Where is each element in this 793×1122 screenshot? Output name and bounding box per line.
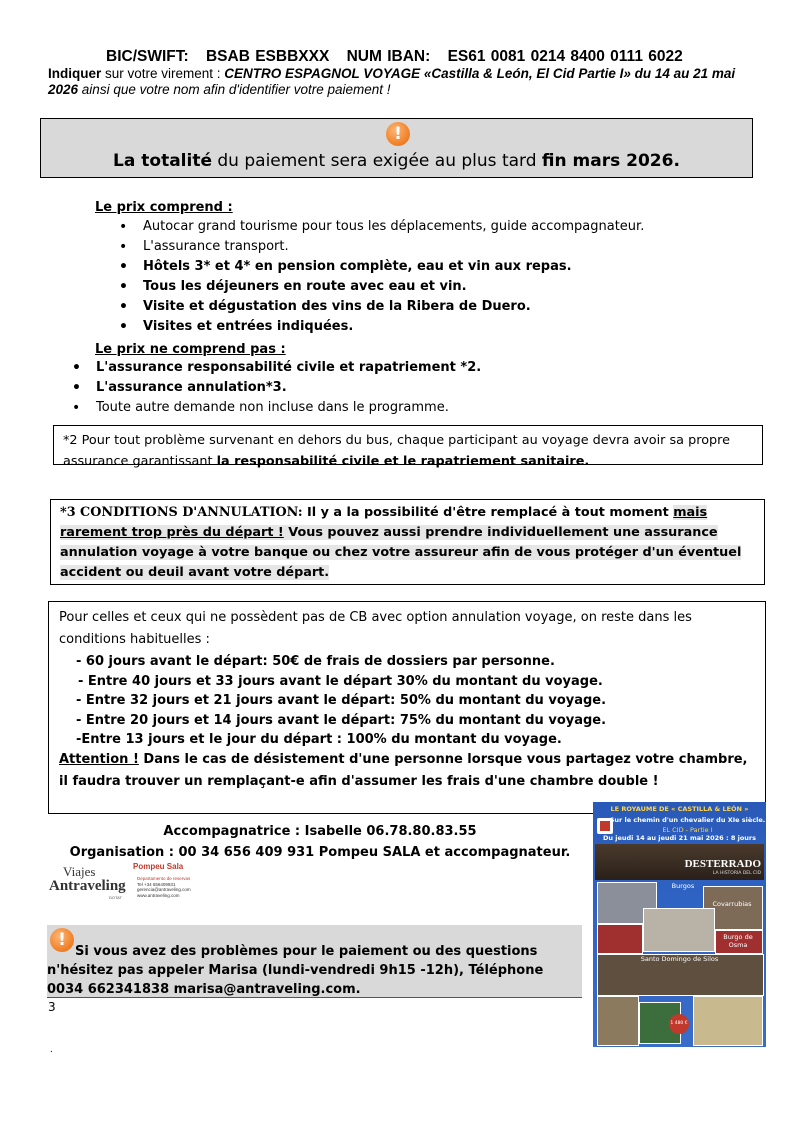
accompagnatrice-contact: Accompagnatrice : Isabelle 06.78.80.83.55 [163,824,477,839]
attention-text: Dans le cas de désistement d'une personne lorsque vous partagez votre chambre, il faudra trouver un remplaçant-e afin d'assumer les frais d'une chambre double ! [59,752,748,789]
payment-mid: du paiement sera exigée au plus tard [211,151,542,171]
poster-label-osma: Burgo de Osma [723,933,753,949]
instr-indiquer: Indiquer [48,66,102,81]
logo-name: Pompeu Sala [133,862,184,871]
logo-sub: DOTAT [109,895,122,900]
poster-photo [597,924,643,954]
poster-label-burgos: Burgos [671,882,695,890]
trip-poster [593,802,766,1047]
bank-details: BIC/SWIFT: BSAB ESBBXXX NUM IBAN: ES61 0081 0214 8400 0111 6022 [106,48,683,65]
attention-label: Attention ! [59,752,139,767]
instr-suffix: ainsi que votre nom afin d'identifier votre paiement ! [78,82,391,97]
poster-label-covarrubias: Covarrubias [712,900,752,908]
condition-line: - Entre 20 jours et 14 jours avant le départ: 75% du montant du voyage. [76,712,607,728]
logo-tel: Tel +34 656409931 [137,881,176,887]
antraveling-logo [49,862,209,906]
list-item: • Autocar grand tourisme pour tous les déplacements, guide accompagnateur. [143,217,763,237]
transfer-instructions [48,66,748,98]
instr-sur: sur votre virement : [101,66,225,81]
list-item: • L'assurance responsabilité civile et rapatriement *2. [96,358,746,378]
condition-line: -Entre 13 jours et le jour du départ : 100% du montant du voyage. [76,732,562,747]
note2-text: *2 Pour tout problème survenant en dehors du bus, chaque participant au voyage devra avoir sa propre assurance garantissant [63,433,730,469]
logo-line2: Antraveling [49,878,126,894]
instr-trip: CENTRO ESPAGNOL VOYAGE «Castilla & León, El Cid Partie I» du 14 au 21 mai 2026 [48,66,736,97]
iban-label: NUM IBAN: [346,48,431,65]
logo-contact [137,876,209,898]
list-item: • Tous les déjeuners en route avec eau et vin. [143,277,763,297]
bic-value: BSAB ESBBXXX [205,48,330,65]
note-insurance-box [53,425,763,469]
stray-dot: . [50,1044,53,1055]
poster-banner-title: DESTERRADO [684,858,761,870]
includes-list [143,217,763,337]
warning-icon: ! [386,122,410,146]
poster-part: EL CID - Partie I [662,826,713,834]
logo-dept: Departamento de reservas [137,876,191,881]
list-item: • Visites et entrées indiquées. [143,317,763,337]
poster-banner-sub: LA HISTORIA DEL CID [712,871,761,876]
note2-bold: la responsabilité civile et le rapatriement sanitaire. [216,454,590,469]
poster-dates: Du jeudi 14 au jeudi 21 mai 2026 : 8 jours [602,834,757,842]
poster-photo [693,996,763,1046]
poster-label-silos: Santo Domingo de Silos [640,955,719,963]
page-number: 3 [48,1000,56,1014]
cancellation-conditions-box [50,499,765,585]
poster-subtitle: Sur le chemin d'un chevalier du XIe siècle. [609,816,766,824]
conditions-lines [76,652,606,750]
note3-text2: Vous pouvez aussi prendre individuellement une assurance annulation voyage à votre banque ou chez votre assureur afin de vous protéger d'un éventuel accident ou deuil avant votre départ. [60,525,742,580]
warning-icon: ! [50,928,74,952]
list-item: • L'assurance annulation*3. [96,378,746,398]
payment-bold-2: fin mars 2026. [541,151,680,171]
condition-line: - Entre 40 jours et 33 jours avant le départ 30% du montant du voyage. [78,673,603,689]
condition-line: - Entre 32 jours et 21 jours avant le départ: 50% du montant du voyage. [76,693,607,708]
note3-underlined: mais rarement trop près du départ ! [60,505,708,540]
help-box [47,925,582,998]
list-item: • Visite et dégustation des vins de la Ribera de Duero. [143,297,763,317]
poster-photo [643,908,715,952]
list-item: • L'assurance transport. [143,237,763,257]
list-item: • Toute autre demande non incluse dans le programme. [96,398,746,418]
includes-title: Le prix comprend : [95,200,233,215]
condition-line: - 60 jours avant le départ: 50€ de frais de dossiers par personne. [76,654,555,669]
organisation-contact: Organisation : 00 34 656 409 931 Pompeu SALA et accompagnateur. [69,845,571,860]
logo-web: www.antraveling.com [137,892,180,898]
excludes-title: Le prix ne comprend pas : [95,342,286,357]
poster-price-badge: 1 480 € [669,1014,689,1034]
excludes-list [96,358,746,418]
iban-value: ES61 0081 0214 8400 0111 6022 [447,48,683,65]
attention-note [59,749,759,793]
list-item: • Hôtels 3* et 4* en pension complète, eau et vin aux repas. [143,257,763,277]
logo-line1: Viajes [63,864,96,879]
payment-bold-1: La totalité [113,151,212,171]
usual-conditions-box [48,601,766,814]
payment-deadline-text [41,151,752,171]
bic-label: BIC/SWIFT [106,48,184,65]
poster-banner [595,844,764,880]
note3-title: *3 CONDITIONS D'ANNULATION: [60,505,303,520]
poster-title: LE ROYAUME DE « CASTILLA & LEÓN » [610,805,749,813]
conditions-intro: Pour celles et ceux qui ne possèdent pas de CB avec option annulation voyage, on reste dans les conditions habituelles : [59,610,692,647]
logo-email: gerencia@antraveling.com [137,887,191,892]
payment-deadline-box [40,118,753,178]
help-text: Si vous avez des problèmes pour le paiement ou des questions n'hésitez pas appeler Marisa (lundi-vendredi 9h15 -12h), Téléphone 0034 662341838 marisa@antraveling.com. [47,944,544,997]
poster-photo [597,996,639,1046]
note3-text1: Il y a la possibilité d'être remplacé à tout moment [302,505,674,520]
